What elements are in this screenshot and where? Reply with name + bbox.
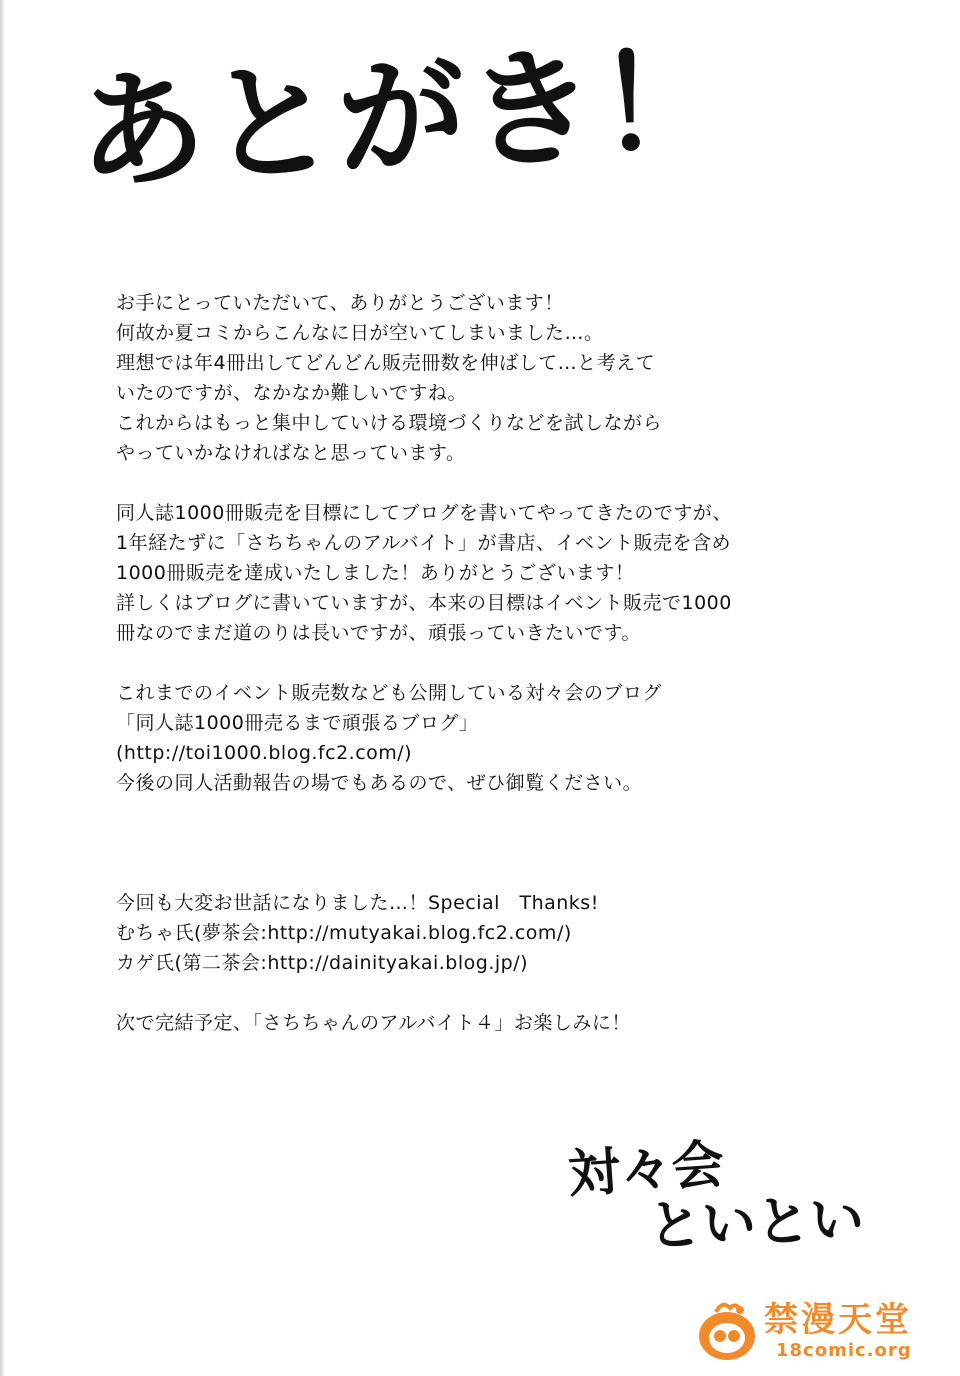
signature-circle-name: 対々会 <box>566 1134 726 1206</box>
text-line: 理想では年4冊出してどんどん販売冊数を伸ばして…と考えて <box>116 352 656 374</box>
special-thanks-line: 今回も大変お世話になりました…！Special Thanks! <box>116 892 599 914</box>
author-signature <box>566 1134 866 1260</box>
text-line: いたのですが、なかなか難しいですね。 <box>116 382 468 404</box>
paragraph-blog <box>116 678 816 798</box>
thanks-mutya: むちゃ氏(夢茶会:http://mutyakai.blog.fc2.com/) <box>116 922 572 944</box>
afterword-body <box>116 288 816 1038</box>
text-line: これからはもっと集中していける環境づくりなどを試しながら <box>116 412 663 434</box>
fish-logo-icon <box>694 1298 760 1364</box>
text-line: 冊なのでまだ道のりは長いですが、頑張っていきたいです。 <box>116 622 641 644</box>
watermark-title: 禁漫天堂 <box>764 1300 912 1340</box>
text-line: 1000冊販売を達成いたしました！ありがとうございます！ <box>116 562 635 584</box>
text-line: 何故か夏コミからこんなに日が空いてしまいました…。 <box>116 322 604 344</box>
thanks-kage: カゲ氏(第二茶会:http://dainityakai.blog.jp/) <box>116 952 529 974</box>
watermark-url: 18comic.org <box>776 1340 912 1361</box>
paragraph-next-volume <box>116 1008 816 1038</box>
paragraph-sales-goal <box>116 498 816 648</box>
signature-author-name: といとい <box>646 1187 866 1258</box>
text-line: 今後の同人活動報告の場でもあるので、ぜひ御覧ください。 <box>116 772 643 794</box>
page-title: あとがき！ <box>74 26 731 209</box>
text-line: やっていかなければなと思っています。 <box>116 442 466 464</box>
paragraph-thanks <box>116 288 816 468</box>
text-line: これまでのイベント販売数なども公開している対々会のブログ <box>116 682 663 704</box>
paragraph-special-thanks <box>116 888 816 978</box>
text-line: 次で完結予定、「さちちゃんのアルバイト４」お楽しみに！ <box>116 1012 631 1034</box>
text-line: 同人誌1000冊販売を目標にしてブログを書いてやってきたのですが、 <box>116 502 732 524</box>
text-line: お手にとっていただいて、ありがとうございます！ <box>116 292 564 314</box>
blog-url: (http://toi1000.blog.fc2.com/) <box>116 742 413 764</box>
text-line: 詳しくはブログに書いていますが、本来の目標はイベント販売で1000 <box>116 592 732 614</box>
page-edge-shadow <box>0 0 5 1376</box>
text-line: 1年経たずに「さちちゃんのアルバイト」が書店、イベント販売を含め <box>116 532 732 554</box>
site-watermark <box>694 1296 934 1366</box>
blog-title: 「同人誌1000冊売るまで頑張るブログ」 <box>116 712 479 734</box>
